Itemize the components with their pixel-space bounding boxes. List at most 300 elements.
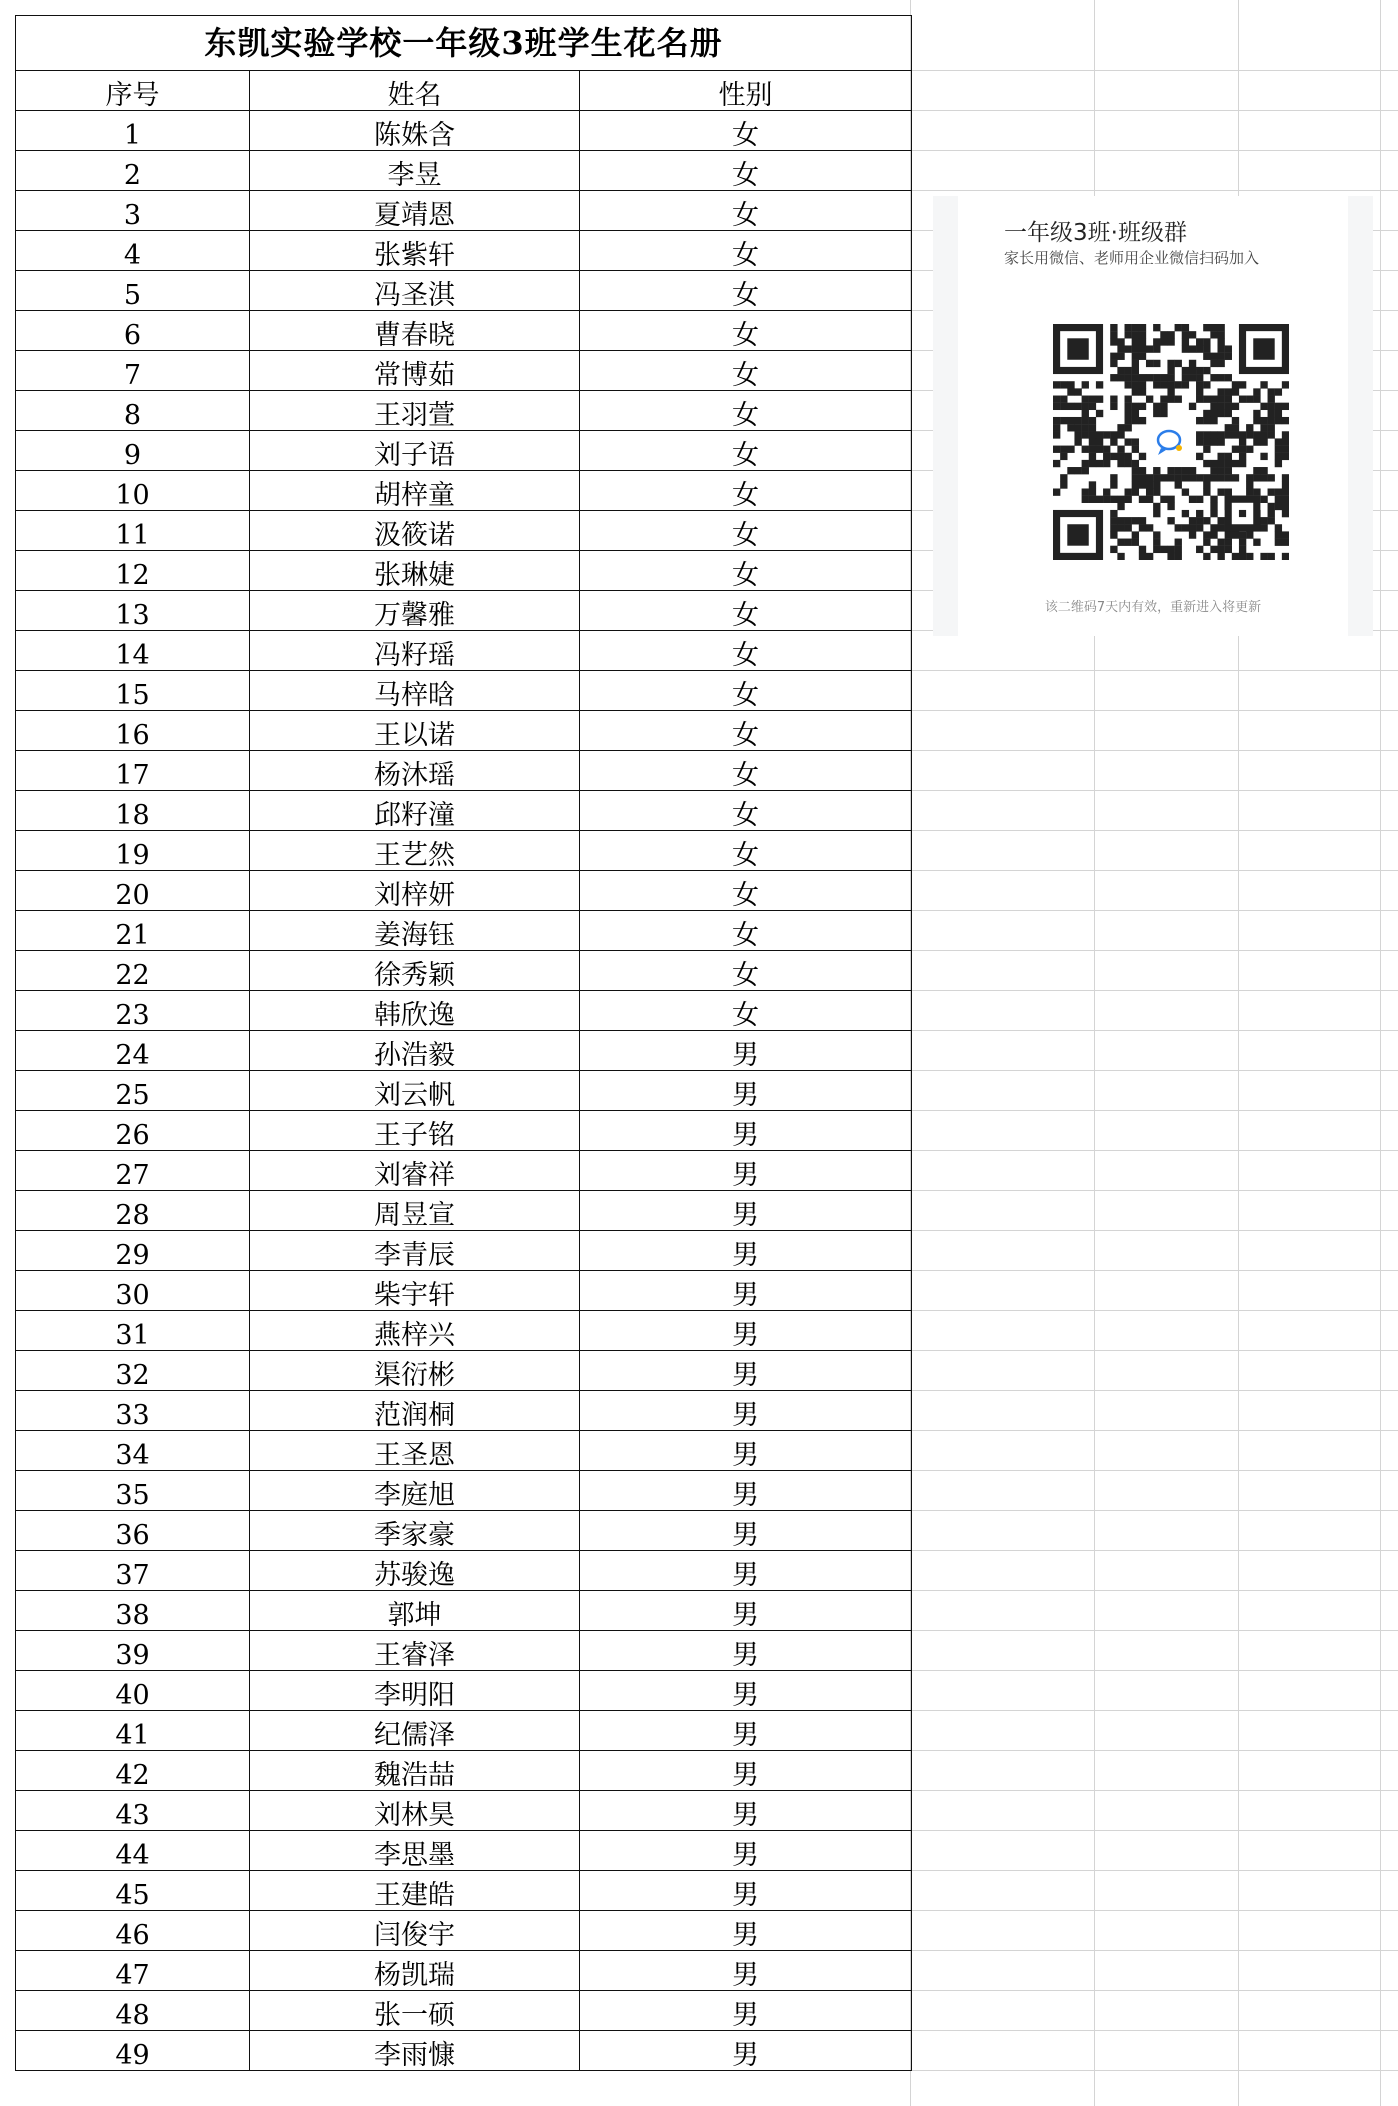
qr-module	[1203, 488, 1210, 495]
row-gender-cell[interactable]: 男	[580, 1591, 912, 1631]
qr-module	[1217, 488, 1224, 495]
row-index-cell[interactable]: 6	[16, 311, 250, 351]
row-index-cell[interactable]: 30	[16, 1271, 250, 1311]
row-index-cell[interactable]: 27	[16, 1151, 250, 1191]
row-index-cell[interactable]: 47	[16, 1951, 250, 1991]
qr-module	[1203, 410, 1210, 417]
row-index-cell[interactable]: 28	[16, 1191, 250, 1231]
row-gender-cell[interactable]: 女	[580, 511, 912, 551]
qr-module	[1139, 517, 1146, 524]
qr-module	[1196, 546, 1203, 553]
qr-module	[1225, 474, 1232, 481]
qr-module	[1282, 417, 1289, 424]
row-name-cell[interactable]: 张紫轩	[250, 231, 580, 271]
row-name-cell[interactable]: 王圣恩	[250, 1431, 580, 1471]
row-index-cell[interactable]: 29	[16, 1231, 250, 1271]
row-index-cell[interactable]: 36	[16, 1511, 250, 1551]
qr-module	[1196, 524, 1203, 531]
row-name-cell[interactable]: 曹春晓	[250, 311, 580, 351]
row-index-cell[interactable]: 37	[16, 1551, 250, 1591]
qr-module	[1110, 338, 1117, 345]
row-name-cell[interactable]: 苏骏逸	[250, 1551, 580, 1591]
row-name-cell[interactable]: 季家豪	[250, 1511, 580, 1551]
table-row	[16, 431, 912, 471]
row-gender-cell[interactable]: 男	[580, 1391, 912, 1431]
qr-finder-center	[1067, 524, 1088, 545]
row-gender-cell[interactable]: 男	[580, 1871, 912, 1911]
qr-finder-center	[1067, 338, 1088, 359]
qr-module	[1160, 546, 1167, 553]
row-index-cell[interactable]: 24	[16, 1031, 250, 1071]
row-index-cell[interactable]: 25	[16, 1071, 250, 1111]
qr-module	[1117, 503, 1124, 510]
row-name-cell[interactable]: 冯圣淇	[250, 271, 580, 311]
qr-module	[1117, 524, 1124, 531]
grid-row-line	[910, 110, 1398, 111]
qr-module	[1139, 381, 1146, 388]
row-index-cell[interactable]: 18	[16, 791, 250, 831]
qr-module	[1110, 510, 1117, 517]
row-name-cell[interactable]: 张一硕	[250, 1991, 580, 2031]
qr-module	[1125, 438, 1132, 445]
qr-module	[1153, 467, 1160, 474]
qr-module	[1189, 360, 1196, 367]
row-name-cell[interactable]: 张琳婕	[250, 551, 580, 591]
grid-row-line	[910, 1030, 1398, 1031]
row-index-cell[interactable]: 21	[16, 911, 250, 951]
row-gender-cell[interactable]: 女	[580, 151, 912, 191]
qr-module	[1167, 503, 1174, 510]
wecom-chat-icon	[1153, 424, 1189, 460]
header-name[interactable]: 姓名	[250, 71, 580, 111]
row-index-cell[interactable]: 16	[16, 711, 250, 751]
qr-module	[1275, 488, 1282, 495]
qr-module	[1246, 474, 1253, 481]
row-name-cell[interactable]: 杨凯瑞	[250, 1951, 580, 1991]
qr-module	[1203, 553, 1210, 560]
qr-module	[1217, 546, 1224, 553]
row-index-cell[interactable]: 38	[16, 1591, 250, 1631]
row-gender-cell[interactable]: 男	[580, 1991, 912, 2031]
qr-module	[1132, 331, 1139, 338]
qr-module	[1139, 453, 1146, 460]
qr-module	[1182, 510, 1189, 517]
qr-module	[1217, 374, 1224, 381]
row-gender-cell[interactable]: 男	[580, 1031, 912, 1071]
qr-module	[1089, 453, 1096, 460]
row-gender-cell[interactable]: 女	[580, 191, 912, 231]
qr-module	[1067, 467, 1074, 474]
row-name-cell[interactable]: 郭坤	[250, 1591, 580, 1631]
qr-module	[1203, 446, 1210, 453]
qr-module	[1232, 417, 1239, 424]
qr-module	[1096, 460, 1103, 467]
qr-module	[1253, 438, 1260, 445]
row-gender-cell[interactable]: 男	[580, 1751, 912, 1791]
row-gender-cell[interactable]: 男	[580, 1671, 912, 1711]
row-name-cell[interactable]: 燕梓兴	[250, 1311, 580, 1351]
qr-module	[1125, 517, 1132, 524]
row-index-cell[interactable]: 39	[16, 1631, 250, 1671]
qr-module	[1225, 410, 1232, 417]
row-index-cell[interactable]: 7	[16, 351, 250, 391]
row-gender-cell[interactable]: 女	[580, 551, 912, 591]
qr-module	[1189, 345, 1196, 352]
row-name-cell[interactable]: 刘云帆	[250, 1071, 580, 1111]
row-index-cell[interactable]: 43	[16, 1791, 250, 1831]
row-name-cell[interactable]: 万馨雅	[250, 591, 580, 631]
row-index-cell[interactable]: 44	[16, 1831, 250, 1871]
qr-module	[1210, 331, 1217, 338]
qr-module	[1210, 496, 1217, 503]
qr-module	[1125, 488, 1132, 495]
row-name-cell[interactable]: 刘睿祥	[250, 1151, 580, 1191]
row-gender-cell[interactable]: 女	[580, 391, 912, 431]
row-index-cell[interactable]: 19	[16, 831, 250, 871]
qr-module	[1153, 324, 1160, 331]
row-index-cell[interactable]: 5	[16, 271, 250, 311]
qr-module	[1125, 496, 1132, 503]
row-name-cell[interactable]: 刘梓妍	[250, 871, 580, 911]
qr-module	[1053, 396, 1060, 403]
qr-module	[1175, 481, 1182, 488]
row-gender-cell[interactable]: 男	[580, 1151, 912, 1191]
row-name-cell[interactable]: 王羽萱	[250, 391, 580, 431]
qr-module	[1217, 353, 1224, 360]
row-gender-cell[interactable]: 男	[580, 1351, 912, 1391]
row-gender-cell[interactable]: 女	[580, 871, 912, 911]
row-index-cell[interactable]: 41	[16, 1711, 250, 1751]
table-row	[16, 1951, 912, 1991]
qr-module	[1110, 481, 1117, 488]
row-name-cell[interactable]: 王子铭	[250, 1111, 580, 1151]
qr-module	[1203, 345, 1210, 352]
qr-module	[1089, 446, 1096, 453]
row-name-cell[interactable]: 王以诺	[250, 711, 580, 751]
row-name-cell[interactable]: 柴宇轩	[250, 1271, 580, 1311]
row-gender-cell[interactable]: 男	[580, 1911, 912, 1951]
table-row	[16, 591, 912, 631]
row-index-cell[interactable]: 15	[16, 671, 250, 711]
row-index-cell[interactable]: 31	[16, 1311, 250, 1351]
row-gender-cell[interactable]: 女	[580, 631, 912, 671]
qr-module	[1217, 396, 1224, 403]
row-name-cell[interactable]: 李雨慷	[250, 2031, 580, 2071]
table-row	[16, 1431, 912, 1471]
qr-module	[1103, 488, 1110, 495]
qr-module	[1225, 546, 1232, 553]
row-name-cell[interactable]: 范润桐	[250, 1391, 580, 1431]
qr-module	[1132, 360, 1139, 367]
qr-module	[1260, 417, 1267, 424]
row-name-cell[interactable]: 马梓晗	[250, 671, 580, 711]
qr-module	[1275, 410, 1282, 417]
qr-module	[1189, 531, 1196, 538]
qr-module	[1282, 481, 1289, 488]
qr-module	[1210, 524, 1217, 531]
row-index-cell[interactable]: 23	[16, 991, 250, 1031]
qr-module	[1203, 396, 1210, 403]
qr-module	[1275, 403, 1282, 410]
qr-module	[1132, 460, 1139, 467]
qr-module	[1089, 431, 1096, 438]
row-name-cell[interactable]: 胡梓童	[250, 471, 580, 511]
row-name-cell[interactable]: 王艺然	[250, 831, 580, 871]
row-index-cell[interactable]: 33	[16, 1391, 250, 1431]
qr-module	[1225, 396, 1232, 403]
qr-module	[1239, 453, 1246, 460]
row-name-cell[interactable]: 邱籽潼	[250, 791, 580, 831]
row-name-cell[interactable]: 冯籽瑶	[250, 631, 580, 671]
qr-module	[1110, 474, 1117, 481]
qr-module	[1146, 396, 1153, 403]
qr-module	[1217, 553, 1224, 560]
qr-module	[1189, 374, 1196, 381]
qr-module	[1139, 496, 1146, 503]
table-row	[16, 151, 912, 191]
qr-module	[1089, 424, 1096, 431]
qr-module	[1153, 360, 1160, 367]
row-gender-cell[interactable]: 女	[580, 751, 912, 791]
qr-module	[1239, 531, 1246, 538]
row-gender-cell[interactable]: 女	[580, 911, 912, 951]
row-gender-cell[interactable]: 男	[580, 1551, 912, 1591]
qr-code-image[interactable]	[1053, 324, 1289, 560]
row-name-cell[interactable]: 王建皓	[250, 1871, 580, 1911]
qr-module	[1225, 374, 1232, 381]
row-gender-cell[interactable]: 男	[580, 1271, 912, 1311]
row-index-cell[interactable]: 35	[16, 1471, 250, 1511]
row-index-cell[interactable]: 34	[16, 1431, 250, 1471]
qr-module	[1103, 453, 1110, 460]
qr-module	[1225, 403, 1232, 410]
row-index-cell[interactable]: 46	[16, 1911, 250, 1951]
row-gender-cell[interactable]: 女	[580, 471, 912, 511]
qr-module	[1203, 338, 1210, 345]
row-gender-cell[interactable]: 男	[580, 2031, 912, 2071]
row-name-cell[interactable]: 闫俊宇	[250, 1911, 580, 1951]
qr-module	[1096, 438, 1103, 445]
row-index-cell[interactable]: 8	[16, 391, 250, 431]
qr-module	[1139, 374, 1146, 381]
row-gender-cell[interactable]: 男	[580, 1511, 912, 1551]
table-row	[16, 1071, 912, 1111]
qr-module	[1217, 460, 1224, 467]
qr-module	[1146, 481, 1153, 488]
row-name-cell[interactable]: 韩欣逸	[250, 991, 580, 1031]
row-gender-cell[interactable]: 女	[580, 711, 912, 751]
row-index-cell[interactable]: 14	[16, 631, 250, 671]
qr-module	[1239, 446, 1246, 453]
table-row	[16, 1191, 912, 1231]
row-gender-cell[interactable]: 男	[580, 1631, 912, 1671]
row-gender-cell[interactable]: 男	[580, 1191, 912, 1231]
row-index-cell[interactable]: 40	[16, 1671, 250, 1711]
qr-module	[1268, 503, 1275, 510]
qr-module	[1132, 531, 1139, 538]
row-gender-cell[interactable]: 男	[580, 1831, 912, 1871]
table-row	[16, 1871, 912, 1911]
row-name-cell[interactable]: 杨沐瑶	[250, 751, 580, 791]
row-name-cell[interactable]: 孙浩毅	[250, 1031, 580, 1071]
row-gender-cell[interactable]: 男	[580, 1431, 912, 1471]
row-gender-cell[interactable]: 女	[580, 111, 912, 151]
row-index-cell[interactable]: 11	[16, 511, 250, 551]
row-gender-cell[interactable]: 女	[580, 791, 912, 831]
qr-module	[1282, 503, 1289, 510]
grid-row-line	[910, 190, 1398, 191]
row-name-cell[interactable]: 李青辰	[250, 1231, 580, 1271]
row-gender-cell[interactable]: 女	[580, 431, 912, 471]
row-gender-cell[interactable]: 男	[580, 1111, 912, 1151]
row-gender-cell[interactable]: 女	[580, 351, 912, 391]
row-index-cell[interactable]: 22	[16, 951, 250, 991]
roster-title[interactable]: 东凯实验学校一年级3班学生花名册	[16, 16, 912, 71]
row-index-cell[interactable]: 2	[16, 151, 250, 191]
row-name-cell[interactable]: 周昱宣	[250, 1191, 580, 1231]
qr-module	[1153, 338, 1160, 345]
row-gender-cell[interactable]: 男	[580, 1951, 912, 1991]
row-index-cell[interactable]: 20	[16, 871, 250, 911]
qr-module	[1089, 460, 1096, 467]
row-index-cell[interactable]: 3	[16, 191, 250, 231]
qr-module	[1268, 424, 1275, 431]
row-name-cell[interactable]: 陈姝含	[250, 111, 580, 151]
row-name-cell[interactable]: 李思墨	[250, 1831, 580, 1871]
qr-module	[1189, 331, 1196, 338]
qr-module	[1275, 531, 1282, 538]
row-index-cell[interactable]: 1	[16, 111, 250, 151]
row-index-cell[interactable]: 49	[16, 2031, 250, 2071]
qr-module	[1139, 553, 1146, 560]
qr-module	[1060, 381, 1067, 388]
qr-module	[1117, 539, 1124, 546]
header-gender[interactable]: 性别	[580, 71, 912, 111]
row-name-cell[interactable]: 常博茹	[250, 351, 580, 391]
grid-row-line	[910, 870, 1398, 871]
qr-module	[1182, 367, 1189, 374]
row-gender-cell[interactable]: 女	[580, 591, 912, 631]
table-row	[16, 191, 912, 231]
row-name-cell[interactable]: 王睿泽	[250, 1631, 580, 1671]
row-name-cell[interactable]: 汲筱诺	[250, 511, 580, 551]
qr-module	[1239, 553, 1246, 560]
qr-module	[1232, 381, 1239, 388]
row-gender-cell[interactable]: 女	[580, 831, 912, 871]
qr-module	[1210, 374, 1217, 381]
row-gender-cell[interactable]: 女	[580, 231, 912, 271]
qr-module	[1225, 431, 1232, 438]
qr-module	[1239, 396, 1246, 403]
row-name-cell[interactable]: 徐秀颖	[250, 951, 580, 991]
row-name-cell[interactable]: 李庭旭	[250, 1471, 580, 1511]
table-row	[16, 911, 912, 951]
row-index-cell[interactable]: 42	[16, 1751, 250, 1791]
qr-module	[1203, 481, 1210, 488]
qr-module	[1246, 446, 1253, 453]
row-gender-cell[interactable]: 男	[580, 1231, 912, 1271]
row-gender-cell[interactable]: 女	[580, 951, 912, 991]
qr-module	[1189, 474, 1196, 481]
qr-module	[1160, 331, 1167, 338]
row-gender-cell[interactable]: 女	[580, 271, 912, 311]
row-gender-cell[interactable]: 女	[580, 311, 912, 351]
row-index-cell[interactable]: 48	[16, 1991, 250, 2031]
qr-module	[1175, 524, 1182, 531]
qr-module	[1103, 496, 1110, 503]
row-index-cell[interactable]: 26	[16, 1111, 250, 1151]
row-name-cell[interactable]: 李明阳	[250, 1671, 580, 1711]
grid-row-line	[910, 950, 1398, 951]
row-name-cell[interactable]: 渠衍彬	[250, 1351, 580, 1391]
row-index-cell[interactable]: 13	[16, 591, 250, 631]
qr-module	[1196, 345, 1203, 352]
qr-module	[1096, 431, 1103, 438]
row-index-cell[interactable]: 12	[16, 551, 250, 591]
table-row	[16, 1231, 912, 1271]
row-name-cell[interactable]: 纪儒泽	[250, 1711, 580, 1751]
row-gender-cell[interactable]: 男	[580, 1311, 912, 1351]
qr-module	[1175, 539, 1182, 546]
qr-module	[1132, 474, 1139, 481]
row-index-cell[interactable]: 32	[16, 1351, 250, 1391]
qr-module	[1074, 424, 1081, 431]
qr-module	[1246, 481, 1253, 488]
row-gender-cell[interactable]: 男	[580, 1791, 912, 1831]
row-name-cell[interactable]: 刘子语	[250, 431, 580, 471]
qr-module	[1082, 410, 1089, 417]
table-row	[16, 1511, 912, 1551]
student-roster-table	[15, 15, 912, 2071]
qr-module	[1203, 460, 1210, 467]
row-index-cell[interactable]: 4	[16, 231, 250, 271]
row-index-cell[interactable]: 10	[16, 471, 250, 511]
grid-row-line	[910, 790, 1398, 791]
qr-module	[1160, 474, 1167, 481]
header-index[interactable]: 序号	[16, 71, 250, 111]
qr-module	[1210, 503, 1217, 510]
qr-module	[1125, 345, 1132, 352]
qr-module	[1260, 431, 1267, 438]
row-index-cell[interactable]: 17	[16, 751, 250, 791]
qr-module	[1082, 488, 1089, 495]
qr-module	[1153, 503, 1160, 510]
qr-module	[1132, 338, 1139, 345]
row-name-cell[interactable]: 夏靖恩	[250, 191, 580, 231]
qr-module	[1282, 539, 1289, 546]
row-name-cell[interactable]: 李昱	[250, 151, 580, 191]
qr-module	[1189, 367, 1196, 374]
qr-module	[1117, 517, 1124, 524]
qr-module	[1132, 374, 1139, 381]
row-gender-cell[interactable]: 男	[580, 1711, 912, 1751]
table-row	[16, 631, 912, 671]
qr-module	[1060, 403, 1067, 410]
table-row	[16, 1311, 912, 1351]
row-index-cell[interactable]: 45	[16, 1871, 250, 1911]
row-gender-cell[interactable]: 男	[580, 1471, 912, 1511]
row-gender-cell[interactable]: 男	[580, 1071, 912, 1111]
row-name-cell[interactable]: 魏浩喆	[250, 1751, 580, 1791]
row-name-cell[interactable]: 刘林昊	[250, 1791, 580, 1831]
qr-module	[1132, 417, 1139, 424]
row-name-cell[interactable]: 姜海钰	[250, 911, 580, 951]
row-gender-cell[interactable]: 女	[580, 671, 912, 711]
row-index-cell[interactable]: 9	[16, 431, 250, 471]
qr-card-panel	[958, 196, 1348, 636]
row-gender-cell[interactable]: 女	[580, 991, 912, 1031]
qr-module	[1282, 531, 1289, 538]
